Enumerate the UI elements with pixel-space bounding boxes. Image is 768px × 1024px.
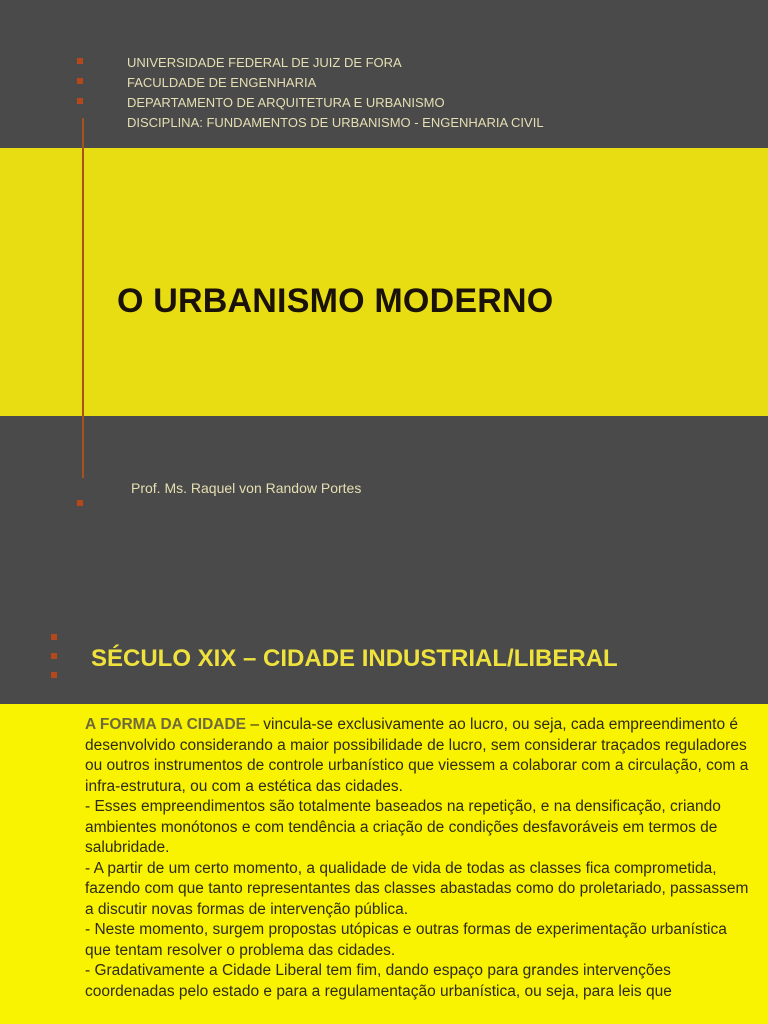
author-name: Prof. Ms. Raquel von Randow Portes [131,480,362,496]
square-bullet-icon [51,653,57,659]
paragraph-intro: A FORMA DA CIDADE – vincula-se exclusivamente ao lucro, ou seja, cada empreendimento é desenvolvido considerando a maior possibilidade de lucro, sem considerar traçados reguladores ou outros instrumentos de controle urbanístico que viessem a colaborar com a circulação, com a infra-estrutura, ou com a estética das cidades. [85,716,749,795]
square-bullet-icon [77,500,83,506]
slide-title: O URBANISMO MODERNO [117,282,554,320]
paragraph: - Neste momento, surgem propostas utópicas e outras formas de experimentação urbanística que tentam resolver o problema das cidades. [85,921,727,959]
paragraph: - Gradativamente a Cidade Liberal tem fim, dando espaço para grandes intervenções coordenadas pelo estado e para a regulamentação urbanística, ou seja, para leis que [85,962,672,1000]
institution-header [80,53,544,133]
vertical-divider-line [82,118,84,478]
header-line-discipline: DISCIPLINA: FUNDAMENTOS DE URBANISMO - ENGENHARIA CIVIL [127,115,544,130]
lead-heading: A FORMA DA CIDADE [85,716,247,733]
header-line-faculty: FACULDADE DE ENGENHARIA [80,73,544,93]
header-line-university: UNIVERSIDADE FEDERAL DE JUIZ DE FORA [80,53,544,73]
square-bullet-icon [51,672,57,678]
square-bullet-icon [51,634,57,640]
header-line-department: DEPARTAMENTO DE ARQUITETURA E URBANISMO [80,93,544,113]
paragraph: - Esses empreendimentos são totalmente baseados na repetição, e na densificação, criando ambientes monótonos e com tendência a criação de condições desfavoráveis em termos de salubridade. [85,798,721,856]
section-title: SÉCULO XIX – CIDADE INDUSTRIAL/LIBERAL [91,645,618,672]
square-bullet-icon [77,78,83,84]
paragraph: - A partir de um certo momento, a qualidade de vida de todas as classes fica comprometida, fazendo com que tanto representantes das classes abastadas como do proletariado, passassem a discutir novas formas de intervenção pública. [85,859,749,918]
square-bullet-icon [77,98,83,104]
square-bullet-icon [77,58,83,64]
content-text [85,715,750,1002]
